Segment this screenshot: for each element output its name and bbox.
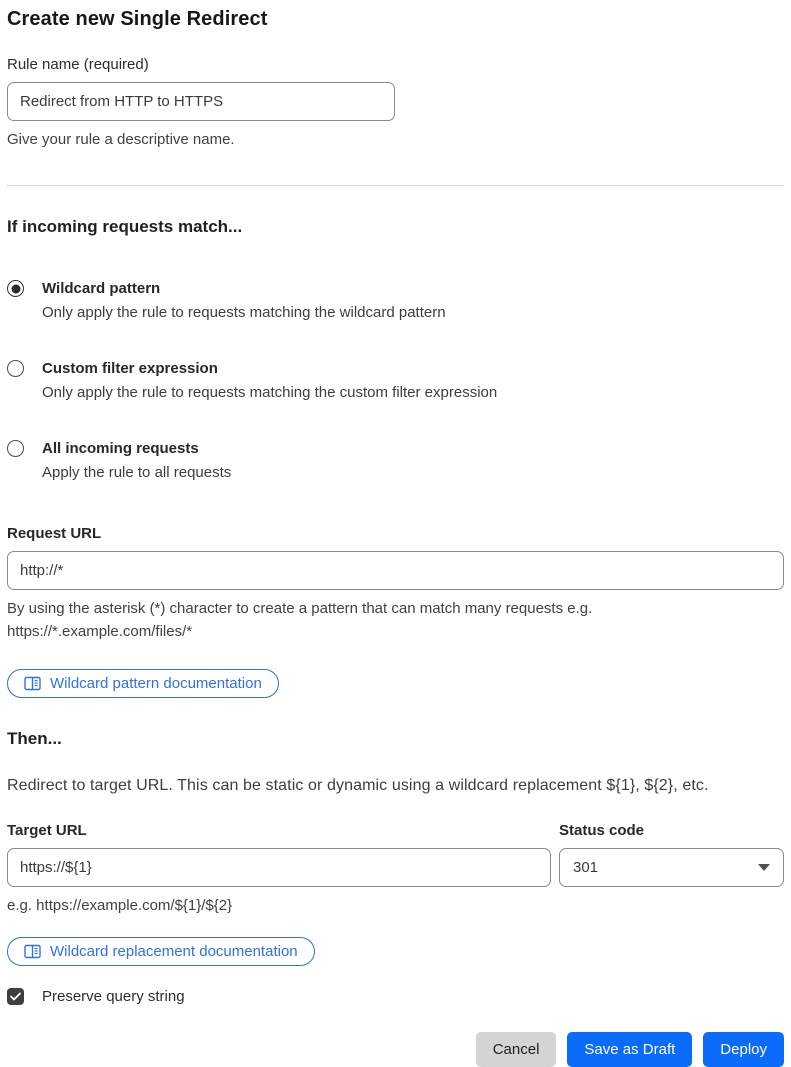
cancel-button[interactable]: Cancel xyxy=(476,1032,557,1067)
footer-actions xyxy=(7,1032,784,1067)
rule-name-input[interactable] xyxy=(7,82,395,121)
then-section-heading: Then... xyxy=(7,729,62,748)
match-section-heading: If incoming requests match... xyxy=(7,217,243,236)
radio-description: Only apply the rule to requests matching the custom filter expression xyxy=(42,384,498,401)
status-code-select[interactable] xyxy=(559,848,784,887)
radio-label: All incoming requests xyxy=(42,440,199,457)
target-status-row xyxy=(7,822,784,917)
wildcard-replacement-docs-button[interactable] xyxy=(7,937,315,966)
rule-name-label: Rule name (required) xyxy=(7,56,149,73)
rule-name-help: Give your rule a descriptive name. xyxy=(7,131,235,148)
radio-option-custom-filter-expression[interactable] xyxy=(7,359,784,402)
target-url-input[interactable] xyxy=(7,848,551,887)
page-title: Create new Single Redirect xyxy=(7,8,268,30)
target-url-label: Target URL xyxy=(7,822,87,839)
status-code-field xyxy=(559,822,784,917)
match-type-radio-group xyxy=(7,279,784,482)
radio-selected-icon[interactable] xyxy=(7,280,24,297)
chevron-down-icon xyxy=(758,864,770,871)
radio-option-all-incoming-requests[interactable] xyxy=(7,439,784,482)
preserve-query-string-label: Preserve query string xyxy=(42,988,185,1005)
target-url-help: e.g. https://example.com/${1}/${2} xyxy=(7,897,233,914)
rule-name-field xyxy=(7,56,784,151)
wildcard-pattern-docs-button[interactable] xyxy=(7,669,279,698)
radio-label: Wildcard pattern xyxy=(42,280,161,297)
radio-option-wildcard-pattern[interactable] xyxy=(7,279,784,322)
section-divider xyxy=(7,185,784,186)
radio-description: Only apply the rule to requests matching the wildcard pattern xyxy=(42,304,446,321)
request-url-field xyxy=(7,525,784,643)
doc-button-label: Wildcard replacement documentation xyxy=(50,943,298,960)
request-url-help: By using the asterisk (*) character to create a pattern that can match many requests e.g. https://*.example.com/files/* xyxy=(7,600,593,640)
radio-unselected-icon[interactable] xyxy=(7,360,24,377)
status-code-value: 301 xyxy=(573,859,599,876)
radio-label: Custom filter expression xyxy=(42,360,218,377)
request-url-input[interactable] xyxy=(7,551,784,590)
deploy-button[interactable]: Deploy xyxy=(703,1032,784,1067)
status-code-label: Status code xyxy=(559,822,645,839)
then-description: Redirect to target URL. This can be static or dynamic using a wildcard replacement ${1}, ${2}, etc. xyxy=(7,777,709,794)
save-as-draft-button[interactable]: Save as Draft xyxy=(567,1032,692,1067)
radio-unselected-icon[interactable] xyxy=(7,440,24,457)
target-url-field xyxy=(7,822,551,917)
book-icon xyxy=(24,944,41,959)
preserve-query-string-checkbox-row[interactable] xyxy=(7,988,784,1005)
doc-button-label: Wildcard pattern documentation xyxy=(50,675,262,692)
radio-description: Apply the rule to all requests xyxy=(42,464,232,481)
checkbox-checked-icon[interactable] xyxy=(7,988,24,1005)
book-icon xyxy=(24,676,41,691)
request-url-label: Request URL xyxy=(7,525,102,542)
